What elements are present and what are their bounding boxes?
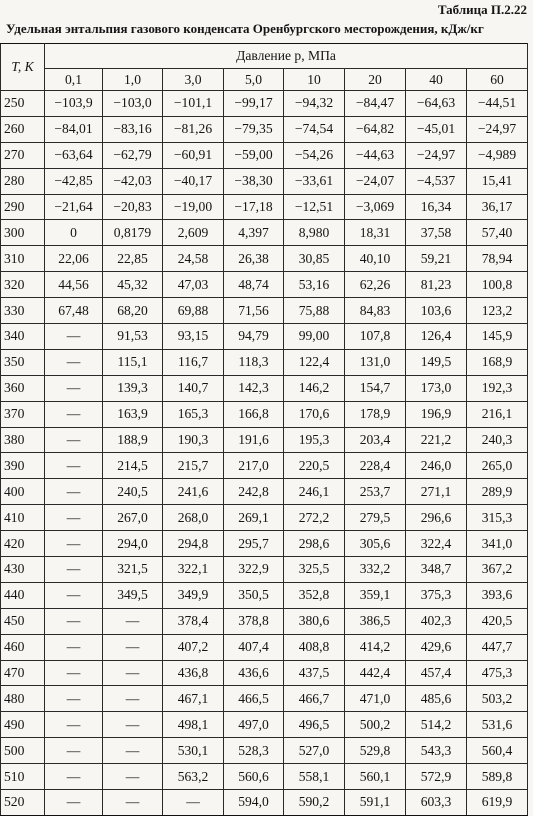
enthalpy-value-cell: 4,397 (224, 220, 284, 246)
enthalpy-value-cell: 603,3 (406, 790, 467, 816)
enthalpy-value-cell: 619,9 (467, 790, 528, 816)
enthalpy-value-cell: 341,0 (467, 531, 528, 557)
enthalpy-value-cell: 71,56 (224, 298, 284, 324)
enthalpy-value-cell: 220,5 (284, 453, 345, 479)
enthalpy-value-cell: 496,5 (284, 712, 345, 738)
enthalpy-value-cell: 543,3 (406, 738, 467, 764)
enthalpy-value-cell: 93,15 (163, 324, 224, 350)
enthalpy-value-cell: 170,6 (284, 401, 345, 427)
enthalpy-value-cell: −74,54 (284, 116, 345, 142)
enthalpy-value-cell: 228,4 (345, 453, 406, 479)
enthalpy-value-cell: 240,5 (103, 479, 163, 505)
enthalpy-value-cell: 407,2 (163, 634, 224, 660)
enthalpy-value-cell: 40,10 (345, 246, 406, 272)
enthalpy-value-cell: 514,2 (406, 712, 467, 738)
table-row (1, 298, 528, 324)
enthalpy-value-cell: 116,7 (163, 349, 224, 375)
enthalpy-value-cell: 471,0 (345, 686, 406, 712)
enthalpy-value-cell: −3,069 (345, 194, 406, 220)
enthalpy-value-cell: 294,8 (163, 531, 224, 557)
enthalpy-value-cell: −83,16 (103, 116, 163, 142)
table-row (1, 738, 528, 764)
table-row (1, 608, 528, 634)
enthalpy-value-cell: — (45, 712, 103, 738)
enthalpy-value-cell: 420,5 (467, 608, 528, 634)
enthalpy-value-cell: −44,63 (345, 142, 406, 168)
enthalpy-value-cell: 140,7 (163, 375, 224, 401)
enthalpy-value-cell: — (45, 324, 103, 350)
enthalpy-value-cell: 139,3 (103, 375, 163, 401)
temperature-cell: 280 (1, 168, 45, 194)
enthalpy-value-cell: 503,2 (467, 686, 528, 712)
temperature-cell: 470 (1, 660, 45, 686)
enthalpy-value-cell: 359,1 (345, 582, 406, 608)
enthalpy-value-cell: 16,34 (406, 194, 467, 220)
enthalpy-value-cell: 18,31 (345, 220, 406, 246)
enthalpy-value-cell: 47,03 (163, 272, 224, 298)
enthalpy-value-cell: 348,7 (406, 557, 467, 583)
enthalpy-value-cell: — (45, 790, 103, 816)
enthalpy-value-cell: 115,1 (103, 349, 163, 375)
enthalpy-value-cell: 59,21 (406, 246, 467, 272)
enthalpy-value-cell: — (45, 479, 103, 505)
enthalpy-value-cell: 190,3 (163, 427, 224, 453)
enthalpy-value-cell: 163,9 (103, 401, 163, 427)
pressure-column-header: 5,0 (224, 69, 284, 91)
enthalpy-value-cell: 527,0 (284, 738, 345, 764)
enthalpy-value-cell: −33,61 (284, 168, 345, 194)
enthalpy-value-cell: −19,00 (163, 194, 224, 220)
enthalpy-value-cell: 294,0 (103, 531, 163, 557)
enthalpy-value-cell: — (45, 582, 103, 608)
enthalpy-value-cell: 350,5 (224, 582, 284, 608)
temperature-cell: 410 (1, 505, 45, 531)
enthalpy-value-cell: — (45, 634, 103, 660)
enthalpy-value-cell: −63,64 (45, 142, 103, 168)
enthalpy-value-cell: 322,1 (163, 557, 224, 583)
enthalpy-value-cell: 498,1 (163, 712, 224, 738)
enthalpy-value-cell: −24,07 (345, 168, 406, 194)
enthalpy-value-cell: −24,97 (406, 142, 467, 168)
table-row (1, 479, 528, 505)
enthalpy-value-cell: 146,2 (284, 375, 345, 401)
table-row (1, 324, 528, 350)
enthalpy-value-cell: 168,9 (467, 349, 528, 375)
enthalpy-value-cell: — (45, 427, 103, 453)
enthalpy-value-cell: 528,3 (224, 738, 284, 764)
enthalpy-value-cell: 457,4 (406, 660, 467, 686)
enthalpy-value-cell: — (45, 401, 103, 427)
enthalpy-value-cell: 30,85 (284, 246, 345, 272)
enthalpy-value-cell: 265,0 (467, 453, 528, 479)
enthalpy-value-cell: 0,8179 (103, 220, 163, 246)
enthalpy-value-cell: −103,9 (45, 91, 103, 117)
temperature-cell: 370 (1, 401, 45, 427)
table-row (1, 634, 528, 660)
enthalpy-value-cell: 8,980 (284, 220, 345, 246)
enthalpy-value-cell: 295,7 (224, 531, 284, 557)
pressure-column-header: 1,0 (103, 69, 163, 91)
enthalpy-value-cell: −24,97 (467, 116, 528, 142)
enthalpy-value-cell: — (45, 660, 103, 686)
temperature-cell: 300 (1, 220, 45, 246)
enthalpy-value-cell: −21,64 (45, 194, 103, 220)
enthalpy-value-cell: 298,6 (284, 531, 345, 557)
enthalpy-value-cell: −45,01 (406, 116, 467, 142)
table-row (1, 168, 528, 194)
enthalpy-value-cell: 349,9 (163, 582, 224, 608)
enthalpy-value-cell: — (103, 634, 163, 660)
enthalpy-value-cell: 67,48 (45, 298, 103, 324)
enthalpy-value-cell: 214,5 (103, 453, 163, 479)
enthalpy-value-cell: — (45, 608, 103, 634)
temperature-cell: 340 (1, 324, 45, 350)
enthalpy-value-cell: 485,6 (406, 686, 467, 712)
enthalpy-value-cell: 123,2 (467, 298, 528, 324)
temperature-cell: 500 (1, 738, 45, 764)
enthalpy-value-cell: 165,3 (163, 401, 224, 427)
enthalpy-value-cell: 332,2 (345, 557, 406, 583)
enthalpy-value-cell: 75,88 (284, 298, 345, 324)
enthalpy-value-cell: 178,9 (345, 401, 406, 427)
enthalpy-value-cell: 378,4 (163, 608, 224, 634)
enthalpy-value-cell: — (163, 790, 224, 816)
temperature-cell: 260 (1, 116, 45, 142)
pressure-column-header: 40 (406, 69, 467, 91)
enthalpy-value-cell: 122,4 (284, 349, 345, 375)
enthalpy-value-cell: −4,537 (406, 168, 467, 194)
enthalpy-value-cell: 529,8 (345, 738, 406, 764)
enthalpy-value-cell: 429,6 (406, 634, 467, 660)
enthalpy-value-cell: 380,6 (284, 608, 345, 634)
enthalpy-value-cell: 563,2 (163, 764, 224, 790)
table-row (1, 712, 528, 738)
enthalpy-value-cell: 188,9 (103, 427, 163, 453)
enthalpy-value-cell: 107,8 (345, 324, 406, 350)
enthalpy-value-cell: 408,8 (284, 634, 345, 660)
enthalpy-value-cell: 126,4 (406, 324, 467, 350)
pressure-column-header: 60 (467, 69, 528, 91)
table-row (1, 194, 528, 220)
pressure-group-header: Давление p, МПа (45, 44, 528, 69)
table-row (1, 531, 528, 557)
enthalpy-value-cell: 594,0 (224, 790, 284, 816)
enthalpy-value-cell: 272,2 (284, 505, 345, 531)
enthalpy-value-cell: 349,5 (103, 582, 163, 608)
enthalpy-value-cell: 154,7 (345, 375, 406, 401)
table-row (1, 91, 528, 117)
enthalpy-value-cell: 69,88 (163, 298, 224, 324)
enthalpy-value-cell: 558,1 (284, 764, 345, 790)
enthalpy-value-cell: 91,53 (103, 324, 163, 350)
enthalpy-value-cell: 436,8 (163, 660, 224, 686)
enthalpy-value-cell: 572,9 (406, 764, 467, 790)
enthalpy-value-cell: — (45, 531, 103, 557)
enthalpy-value-cell: −81,26 (163, 116, 224, 142)
enthalpy-value-cell: −12,51 (284, 194, 345, 220)
enthalpy-value-cell: — (45, 505, 103, 531)
enthalpy-value-cell: — (103, 660, 163, 686)
enthalpy-value-cell: −84,47 (345, 91, 406, 117)
enthalpy-value-cell: 142,3 (224, 375, 284, 401)
enthalpy-value-cell: 24,58 (163, 246, 224, 272)
enthalpy-value-cell: — (103, 712, 163, 738)
enthalpy-value-cell: 442,4 (345, 660, 406, 686)
enthalpy-value-cell: 560,1 (345, 764, 406, 790)
table-caption: Удельная энтальпия газового конденсата Оренбургского месторождения, кДж/кг (6, 21, 484, 36)
temperature-column-header: T, К (1, 44, 45, 91)
enthalpy-value-cell: — (103, 738, 163, 764)
table-row (1, 686, 528, 712)
enthalpy-value-cell: 99,00 (284, 324, 345, 350)
enthalpy-value-cell: 240,3 (467, 427, 528, 453)
enthalpy-value-cell: 267,0 (103, 505, 163, 531)
enthalpy-value-cell: −62,79 (103, 142, 163, 168)
enthalpy-value-cell: 145,9 (467, 324, 528, 350)
enthalpy-value-cell: −42,85 (45, 168, 103, 194)
enthalpy-value-cell: 386,5 (345, 608, 406, 634)
enthalpy-value-cell: −17,18 (224, 194, 284, 220)
enthalpy-value-cell: 242,8 (224, 479, 284, 505)
enthalpy-value-cell: 48,74 (224, 272, 284, 298)
enthalpy-value-cell: −60,91 (163, 142, 224, 168)
temperature-cell: 380 (1, 427, 45, 453)
enthalpy-value-cell: 530,1 (163, 738, 224, 764)
temperature-cell: 320 (1, 272, 45, 298)
enthalpy-value-cell: 378,8 (224, 608, 284, 634)
table-number-label: Таблица П.2.22 (437, 2, 527, 17)
enthalpy-value-cell: 315,3 (467, 505, 528, 531)
enthalpy-value-cell: 531,6 (467, 712, 528, 738)
temperature-cell: 520 (1, 790, 45, 816)
table-row (1, 582, 528, 608)
enthalpy-value-cell: 94,79 (224, 324, 284, 350)
table-row (1, 764, 528, 790)
table-row (1, 246, 528, 272)
enthalpy-value-cell: 44,56 (45, 272, 103, 298)
enthalpy-value-cell: −103,0 (103, 91, 163, 117)
enthalpy-value-cell: 203,4 (345, 427, 406, 453)
enthalpy-value-cell: 246,1 (284, 479, 345, 505)
enthalpy-value-cell: 36,17 (467, 194, 528, 220)
enthalpy-value-cell: 78,94 (467, 246, 528, 272)
enthalpy-value-cell: 268,0 (163, 505, 224, 531)
enthalpy-value-cell: 560,4 (467, 738, 528, 764)
enthalpy-value-cell: — (45, 349, 103, 375)
temperature-cell: 250 (1, 91, 45, 117)
temperature-cell: 390 (1, 453, 45, 479)
enthalpy-value-cell: 591,1 (345, 790, 406, 816)
temperature-cell: 460 (1, 634, 45, 660)
enthalpy-value-cell: 191,6 (224, 427, 284, 453)
table-row (1, 505, 528, 531)
enthalpy-value-cell: 149,5 (406, 349, 467, 375)
enthalpy-value-cell: −99,17 (224, 91, 284, 117)
enthalpy-value-cell: — (103, 790, 163, 816)
enthalpy-value-cell: 322,9 (224, 557, 284, 583)
table-row (1, 349, 528, 375)
enthalpy-value-cell: −38,30 (224, 168, 284, 194)
temperature-cell: 420 (1, 531, 45, 557)
table-row (1, 790, 528, 816)
enthalpy-value-cell: −42,03 (103, 168, 163, 194)
enthalpy-value-cell: 271,1 (406, 479, 467, 505)
enthalpy-value-cell: 325,5 (284, 557, 345, 583)
enthalpy-value-cell: −94,32 (284, 91, 345, 117)
enthalpy-value-cell: 475,3 (467, 660, 528, 686)
temperature-cell: 490 (1, 712, 45, 738)
enthalpy-value-cell: 217,0 (224, 453, 284, 479)
enthalpy-value-cell: 221,2 (406, 427, 467, 453)
pressure-column-header: 0,1 (45, 69, 103, 91)
enthalpy-value-cell: 195,3 (284, 427, 345, 453)
enthalpy-value-cell: 131,0 (345, 349, 406, 375)
pressure-column-header: 3,0 (163, 69, 224, 91)
enthalpy-value-cell: 100,8 (467, 272, 528, 298)
enthalpy-value-cell: 45,32 (103, 272, 163, 298)
temperature-cell: 450 (1, 608, 45, 634)
enthalpy-value-cell: 68,20 (103, 298, 163, 324)
enthalpy-value-cell: 590,2 (284, 790, 345, 816)
enthalpy-value-cell: 192,3 (467, 375, 528, 401)
table-row (1, 427, 528, 453)
enthalpy-value-cell: −44,51 (467, 91, 528, 117)
table-row (1, 660, 528, 686)
table-row (1, 375, 528, 401)
temperature-cell: 400 (1, 479, 45, 505)
enthalpy-value-cell: 269,1 (224, 505, 284, 531)
enthalpy-value-cell: 436,6 (224, 660, 284, 686)
table-row (1, 401, 528, 427)
enthalpy-value-cell: 84,83 (345, 298, 406, 324)
enthalpy-value-cell: 321,5 (103, 557, 163, 583)
temperature-cell: 350 (1, 349, 45, 375)
enthalpy-value-cell: 57,40 (467, 220, 528, 246)
enthalpy-value-cell: −4,989 (467, 142, 528, 168)
enthalpy-value-cell: 173,0 (406, 375, 467, 401)
enthalpy-table (0, 43, 528, 816)
enthalpy-value-cell: −64,63 (406, 91, 467, 117)
enthalpy-value-cell: — (45, 764, 103, 790)
table-row (1, 557, 528, 583)
enthalpy-value-cell: 305,6 (345, 531, 406, 557)
enthalpy-value-cell: 37,58 (406, 220, 467, 246)
temperature-cell: 290 (1, 194, 45, 220)
enthalpy-value-cell: 322,4 (406, 531, 467, 557)
enthalpy-value-cell: 241,6 (163, 479, 224, 505)
enthalpy-value-cell: — (103, 608, 163, 634)
enthalpy-value-cell: 414,2 (345, 634, 406, 660)
enthalpy-value-cell: 246,0 (406, 453, 467, 479)
enthalpy-value-cell: — (45, 557, 103, 583)
enthalpy-value-cell: — (45, 686, 103, 712)
enthalpy-value-cell: 103,6 (406, 298, 467, 324)
enthalpy-value-cell: −84,01 (45, 116, 103, 142)
enthalpy-value-cell: 253,7 (345, 479, 406, 505)
enthalpy-value-cell: 560,6 (224, 764, 284, 790)
enthalpy-value-cell: — (45, 375, 103, 401)
enthalpy-value-cell: 407,4 (224, 634, 284, 660)
enthalpy-value-cell: −59,00 (224, 142, 284, 168)
temperature-cell: 270 (1, 142, 45, 168)
table-row (1, 453, 528, 479)
enthalpy-value-cell: 279,5 (345, 505, 406, 531)
enthalpy-value-cell: 118,3 (224, 349, 284, 375)
table-row (1, 116, 528, 142)
enthalpy-value-cell: −101,1 (163, 91, 224, 117)
enthalpy-value-cell: 62,26 (345, 272, 406, 298)
table-row (1, 272, 528, 298)
enthalpy-value-cell: 15,41 (467, 168, 528, 194)
temperature-cell: 310 (1, 246, 45, 272)
table-row (1, 142, 528, 168)
enthalpy-value-cell: 215,7 (163, 453, 224, 479)
enthalpy-value-cell: — (103, 686, 163, 712)
enthalpy-value-cell: 2,609 (163, 220, 224, 246)
enthalpy-value-cell: 289,9 (467, 479, 528, 505)
enthalpy-value-cell: 22,06 (45, 246, 103, 272)
enthalpy-value-cell: 367,2 (467, 557, 528, 583)
enthalpy-value-cell: 296,6 (406, 505, 467, 531)
enthalpy-value-cell: −20,83 (103, 194, 163, 220)
enthalpy-value-cell: — (45, 738, 103, 764)
temperature-cell: 480 (1, 686, 45, 712)
enthalpy-value-cell: 53,16 (284, 272, 345, 298)
enthalpy-value-cell: 375,3 (406, 582, 467, 608)
enthalpy-value-cell: 402,3 (406, 608, 467, 634)
enthalpy-value-cell: −40,17 (163, 168, 224, 194)
enthalpy-value-cell: — (45, 453, 103, 479)
enthalpy-value-cell: 166,8 (224, 401, 284, 427)
pressure-column-header: 10 (284, 69, 345, 91)
table-row (1, 220, 528, 246)
temperature-cell: 510 (1, 764, 45, 790)
enthalpy-value-cell: −54,26 (284, 142, 345, 168)
pressure-column-header: 20 (345, 69, 406, 91)
enthalpy-value-cell: 437,5 (284, 660, 345, 686)
enthalpy-value-cell: 497,0 (224, 712, 284, 738)
enthalpy-value-cell: 216,1 (467, 401, 528, 427)
enthalpy-value-cell: 447,7 (467, 634, 528, 660)
enthalpy-value-cell: 500,2 (345, 712, 406, 738)
enthalpy-value-cell: 0 (45, 220, 103, 246)
enthalpy-value-cell: 589,8 (467, 764, 528, 790)
enthalpy-value-cell: 81,23 (406, 272, 467, 298)
temperature-cell: 440 (1, 582, 45, 608)
temperature-cell: 330 (1, 298, 45, 324)
enthalpy-value-cell: 26,38 (224, 246, 284, 272)
enthalpy-value-cell: 22,85 (103, 246, 163, 272)
enthalpy-value-cell: 466,5 (224, 686, 284, 712)
enthalpy-value-cell: 352,8 (284, 582, 345, 608)
enthalpy-value-cell: 467,1 (163, 686, 224, 712)
enthalpy-value-cell: 393,6 (467, 582, 528, 608)
enthalpy-value-cell: −79,35 (224, 116, 284, 142)
temperature-cell: 430 (1, 557, 45, 583)
temperature-cell: 360 (1, 375, 45, 401)
enthalpy-value-cell: — (103, 764, 163, 790)
enthalpy-value-cell: 196,9 (406, 401, 467, 427)
enthalpy-value-cell: 466,7 (284, 686, 345, 712)
enthalpy-value-cell: −64,82 (345, 116, 406, 142)
